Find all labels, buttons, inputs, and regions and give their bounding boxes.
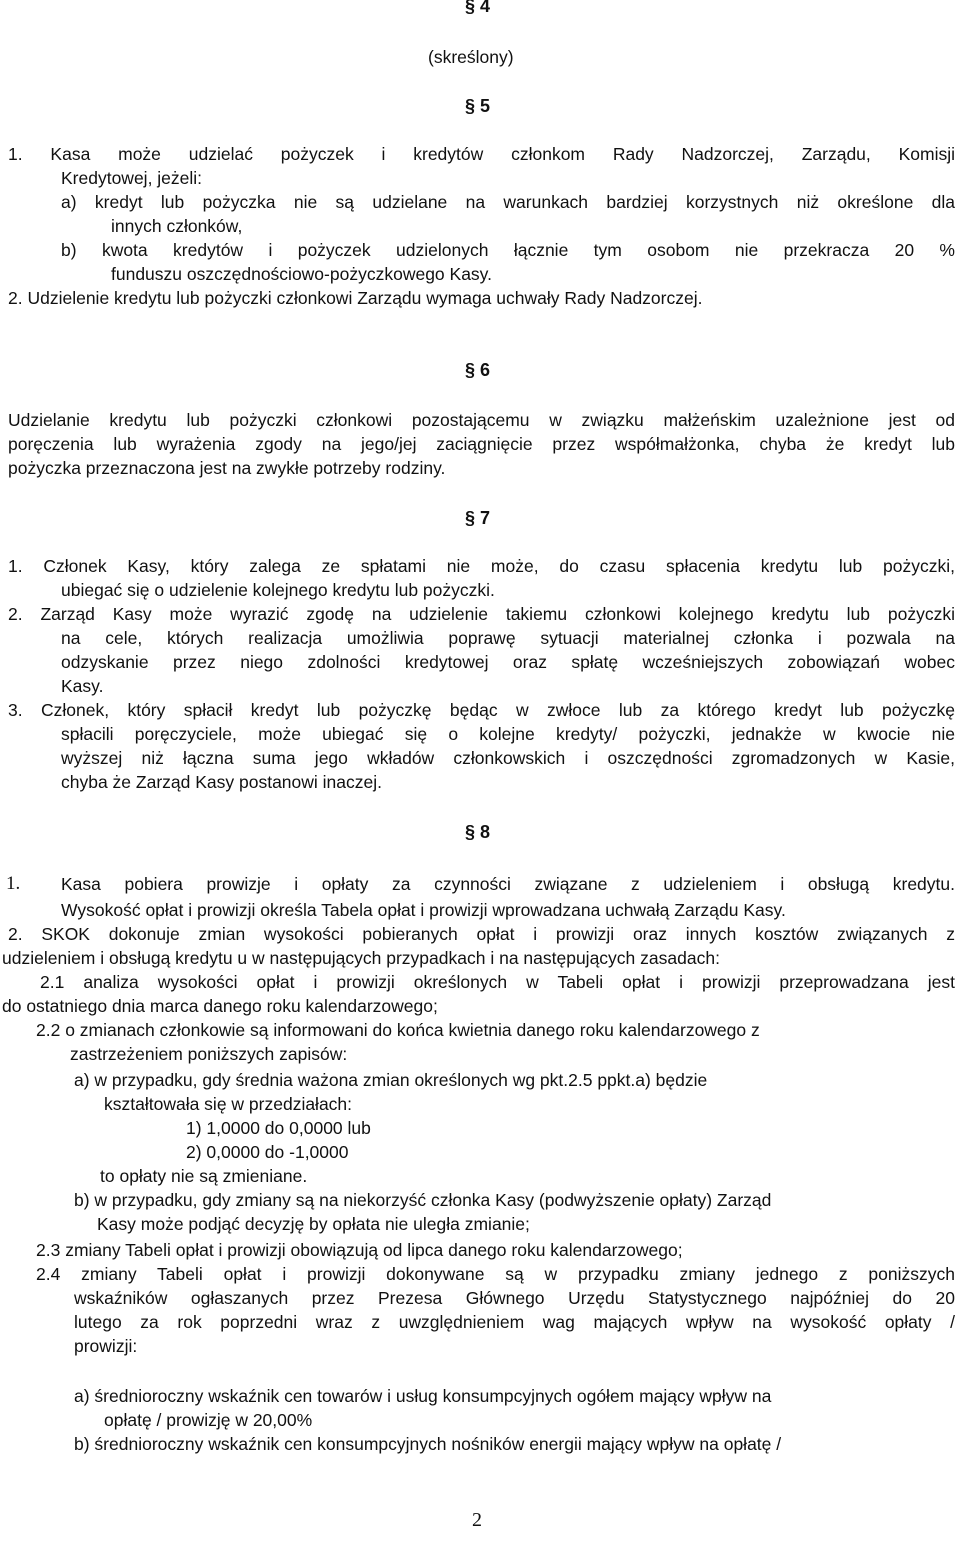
section-8-line: zastrzeżeniem poniższych zapisów: — [70, 1044, 348, 1064]
section-7-line: 3. Członek, który spłacił kredyt lub pożyczkę będąc w zwłoce lub za którego kredyt lub pożyczkę — [8, 700, 955, 720]
section-8-line: a) średnioroczny wskaźnik cen towarów i usług konsumpcyjnych ogółem mający wpływ na — [74, 1386, 772, 1406]
section-8-line: prowizji: — [74, 1336, 138, 1356]
section-7-line: na cele, których realizacja umożliwia poprawę sytuacji materialnej członka i pozwala na — [61, 628, 955, 648]
section-8-heading: § 8 — [465, 822, 491, 842]
section-7-line: wyższej niż łączna suma jego wkładów członkowskich i oszczędności zgromadzonych w Kasie, — [61, 748, 955, 768]
section-8-line: 2.4 zmiany Tabeli opłat i prowizji dokonywane są w przypadku zmiany jednego z poniższych — [36, 1264, 955, 1284]
section-8-line: 2. SKOK dokonuje zmian wysokości pobieranych opłat i prowizji oraz innych kosztów związanych z — [8, 924, 955, 944]
section-8-line: Wysokość opłat i prowizji określa Tabela opłat i prowizji wprowadzana uchwałą Zarządu Kasy. — [61, 900, 786, 920]
section-8-line: 1) 1,0000 do 0,0000 lub — [186, 1118, 371, 1138]
section-8-line: 2.1 analiza wysokości opłat i prowizji określonych w Tabeli opłat i prowizji przeprowadzana jest — [40, 972, 955, 992]
page-number: 2 — [472, 1509, 482, 1531]
section-8-line: 2.3 zmiany Tabeli opłat i prowizji obowiązują od lipca danego roku kalendarzowego; — [36, 1240, 683, 1260]
section-6-heading: § 6 — [465, 360, 491, 380]
section-7-line: odzyskanie przez niego zdolności kredytowej oraz spłatę wcześniejszych zobowiązań wobec — [61, 652, 955, 672]
section-8-line: Kasa pobiera prowizje i opłaty za czynności związane z udzieleniem i obsługą kredytu. — [61, 874, 955, 894]
section-5-line: 1. Kasa może udzielać pożyczek i kredytów członkom Rady Nadzorczej, Zarządu, Komisji — [8, 144, 955, 164]
section-7-line: chyba że Zarząd Kasy postanowi inaczej. — [61, 772, 382, 792]
section-8-line: lutego za rok poprzedni wraz z uwzględnieniem wag mających wpływ na wysokość opłaty / — [74, 1312, 955, 1332]
section-8-line: udzieleniem i obsługą kredytu u w następujących przypadkach i na następujących zasadach: — [2, 948, 720, 968]
section-7-line: 2. Zarząd Kasy może wyrazić zgodę na udzielenie takiemu członkowi kolejnego kredytu lub pożyczki — [8, 604, 955, 624]
section-5-line: a) kredyt lub pożyczka nie są udzielane na warunkach bardziej korzystnych niż określone dla — [61, 192, 955, 212]
section-7-line: spłacili poręczyciele, może ubiegać się o kolejne kredyty/ pożyczki, jednakże w kwocie nie — [61, 724, 955, 744]
section-5-heading: § 5 — [465, 96, 491, 116]
section-5-line: Kredytowej, jeżeli: — [61, 168, 203, 188]
section-8-line: wskaźników ogłaszanych przez Prezesa Głównego Urzędu Statystycznego najpóźniej do 20 — [74, 1288, 955, 1308]
section-6-line: Udzielanie kredytu lub pożyczki członkowi pozostającemu w związku małżeńskim uzależnione jest od — [8, 410, 955, 430]
section-7-heading: § 7 — [465, 508, 491, 528]
section-7-line: Kasy. — [61, 676, 104, 696]
section-8-item-number: 1. — [6, 873, 21, 894]
section-8-line: to opłaty nie są zmieniane. — [100, 1166, 308, 1186]
section-4-text: (skreślony) — [428, 47, 514, 67]
section-8-line: b) w przypadku, gdy zmiany są na niekorzyść członka Kasy (podwyższenie opłaty) Zarząd — [74, 1190, 772, 1210]
section-8-line: b) średnioroczny wskaźnik cen konsumpcyjnych nośników energii mający wpływ na opłatę / — [74, 1434, 782, 1454]
section-8-line: Kasy może podjąć decyzję by opłata nie uległa zmianie; — [97, 1214, 530, 1234]
section-5-line: 2. Udzielenie kredytu lub pożyczki członkowi Zarządu wymaga uchwały Rady Nadzorczej. — [8, 288, 703, 308]
section-5-line: funduszu oszczędnościowo-pożyczkowego Kasy. — [111, 264, 492, 284]
section-6-line: pożyczka przeznaczona jest na zwykłe potrzeby rodziny. — [8, 458, 446, 478]
section-8-line: 2) 0,0000 do -1,0000 — [186, 1142, 349, 1162]
section-8-line: do ostatniego dnia marca danego roku kalendarzowego; — [2, 996, 438, 1016]
section-5-line: innych członków, — [111, 216, 243, 236]
section-8-line: opłatę / prowizję w 20,00% — [104, 1410, 313, 1430]
section-7-line: 1. Członek Kasy, który zalega ze spłatami nie może, do czasu spłacenia kredytu lub pożyczki, — [8, 556, 955, 576]
section-4-heading: § 4 — [465, 0, 491, 16]
section-8-line: a) w przypadku, gdy średnia ważona zmian określonych wg pkt.2.5 ppkt.a) będzie — [74, 1070, 708, 1090]
section-6-line: poręczenia lub wyrażenia zgody na jego/jej zaciągnięcie przez współmałżonka, chyba że kredyt lub — [8, 434, 955, 454]
section-8-line: kształtowała się w przedziałach: — [104, 1094, 353, 1114]
section-7-line: ubiegać się o udzielenie kolejnego kredytu lub pożyczki. — [61, 580, 495, 600]
section-5-line: b) kwota kredytów i pożyczek udzielonych łącznie tym osobom nie przekracza 20 % — [61, 240, 955, 260]
section-8-line: 2.2 o zmianach członkowie są informowani do końca kwietnia danego roku kalendarzowego z — [36, 1020, 760, 1040]
